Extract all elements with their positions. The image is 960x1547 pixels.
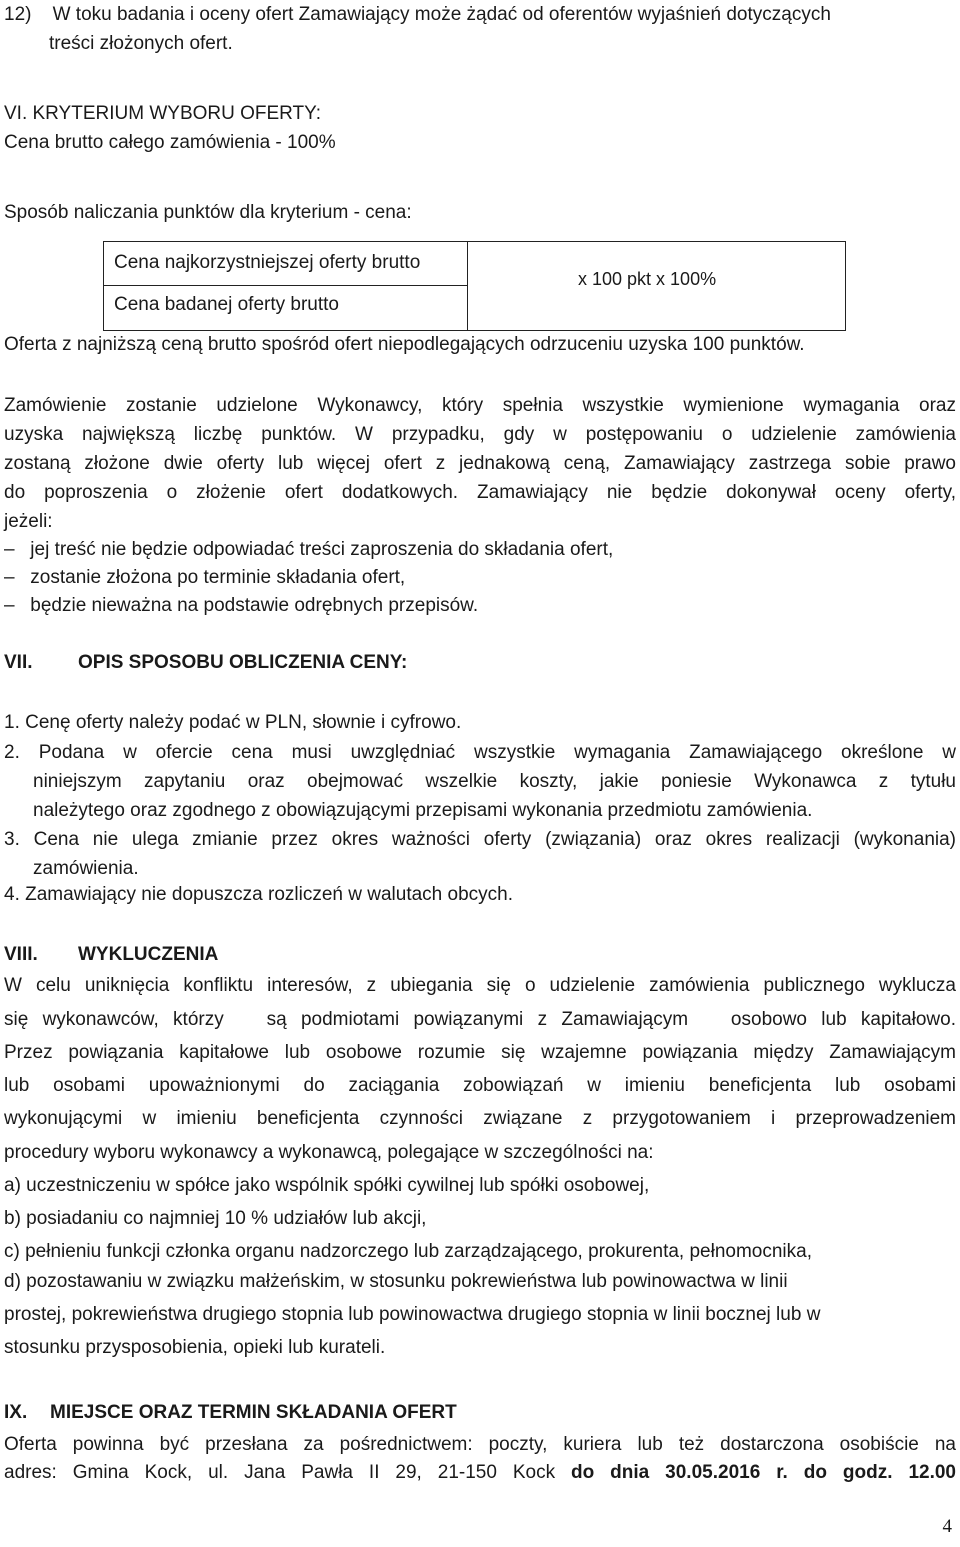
list-item: c) pełnieniu funkcji członka organu nadzorczego lub zarządzającego, prokurenta, pełnomocnika, (4, 1241, 812, 1262)
section-8-title: WYKLUCZENIA (78, 944, 219, 965)
price-rule: 1. Cenę oferty należy podać w PLN, słownie i cyfrowo. (4, 712, 462, 733)
scoring-method: Sposób naliczania punktów dla kryterium - cena: (4, 202, 412, 223)
list-item-continued: stosunku przysposobienia, opieki lub kurateli. (4, 1337, 386, 1358)
award-paragraph-line: uzyska największą liczbę punktów. W przypadku, gdy w postępowaniu o udzielenie zamówienia (4, 424, 956, 445)
lowest-price-note: Oferta z najniższą ceną brutto spośród ofert niepodlegających odrzuceniu uzyska 100 punktów. (4, 334, 805, 355)
deadline-date: do dnia 30.05.2016 r. (571, 1462, 788, 1483)
dash-bullet: – (4, 539, 15, 560)
item-12-line-1: 12) W toku badania i oceny ofert Zamawiający może żądać od oferentów wyjaśnień dotyczących (4, 4, 831, 25)
deadline-hour: do godz. 12.00 (803, 1462, 956, 1483)
price-rule-continued: niniejszym zapytaniu oraz obejmować wszelkie koszty, jakie poniesie Wykonawca z tytułu (33, 771, 956, 792)
price-rule: 4. Zamawiający nie dopuszcza rozliczeń w walutach obcych. (4, 884, 514, 905)
section-6-heading: VI. KRYTERIUM WYBORU OFERTY: (4, 103, 322, 124)
list-item: – jej treść nie będzie odpowiadać treści zaproszenia do składania ofert, (4, 539, 614, 560)
section-8-heading (4, 943, 219, 967)
formula-numerator-cell (104, 242, 468, 286)
award-paragraph-line: zostaną złożone dwie oferty lub więcej ofert z jednakową ceną, Zamawiający zastrzega sobie prawo (4, 453, 956, 474)
section-7-heading (4, 651, 408, 675)
award-paragraph-line: do poproszenia o złożenie ofert dodatkowych. Zamawiający nie będzie dokonywał oceny oferty, (4, 482, 956, 503)
list-item: b) posiadaniu co najmniej 10 % udziałów lub akcji, (4, 1208, 427, 1229)
dash-bullet: – (4, 567, 15, 588)
award-paragraph-line: Zamówienie zostanie udzielone Wykonawcy, który spełnia wszystkie wymienione wymagania oraz (4, 395, 956, 416)
section-9-number: IX. (4, 1402, 28, 1423)
formula-numerator: Cena najkorzystniejszej oferty brutto (114, 252, 421, 273)
exclusion-text: lub osobami upoważnionymi do zaciągania zobowiązań w imieniu beneficjenta lub osobami (4, 1075, 956, 1096)
award-paragraph-line: jeżeli: (4, 511, 53, 532)
submission-text: Oferta powinna być przesłana za pośrednictwem: poczty, kuriera lub też dostarczona osobiście na (4, 1434, 956, 1455)
section-7-title: OPIS SPOSOBU OBLICZENIA CENY: (78, 652, 408, 673)
dash-bullet: – (4, 595, 15, 616)
page-number: 4 (942, 1516, 952, 1537)
price-formula-box (103, 241, 846, 331)
list-item-continued: prostej, pokrewieństwa drugiego stopnia lub powinowactwa drugiego stopnia w linii bocznej lub w (4, 1304, 821, 1325)
criterion-text: Cena brutto całego zamówienia - 100% (4, 132, 336, 153)
list-item: – zostanie złożona po terminie składania ofert, (4, 567, 406, 588)
price-rule: 3. Cena nie ulega zmianie przez okres ważności oferty (związania) oraz okres realizacji (wykonania) (4, 829, 956, 850)
submission-address: adres: Gmina Kock, ul. Jana Pawła II 29, 21-150 Kock do dnia 30.05.2016 r. do godz. 12.00 (4, 1462, 956, 1483)
formula-multiplier: x 100 pkt x 100% (578, 269, 717, 289)
list-item: a) uczestniczeniu w spółce jako wspólnik spółki cywilnej lub spółki osobowej, (4, 1175, 650, 1196)
price-rule-continued: zamówienia. (33, 858, 139, 879)
section-9-heading (4, 1401, 457, 1425)
formula-denominator: Cena badanej oferty brutto (114, 294, 339, 315)
section-8-number: VIII. (4, 944, 38, 965)
exclusion-text: Przez powiązania kapitałowe lub osobowe rozumie się wzajemne powiązania między Zamawiającym (4, 1042, 956, 1063)
list-item: d) pozostawaniu w związku małżeńskim, w stosunku pokrewieństwa lub powinowactwa w linii (4, 1271, 788, 1292)
section-9-title: MIEJSCE ORAZ TERMIN SKŁADANIA OFERT (50, 1402, 457, 1423)
price-rule: 2. Podana w ofercie cena musi uwzględniać wszystkie wymagania Zamawiającego określone w (4, 742, 956, 763)
exclusion-text: procedury wyboru wykonawcy a wykonawcą, polegające w szczególności na: (4, 1142, 654, 1163)
item-12-line-2: treści złożonych ofert. (49, 33, 233, 54)
list-item: – będzie nieważna na podstawie odrębnych przepisów. (4, 595, 479, 616)
exclusion-text: wykonującymi w imieniu beneficjenta czynności związane z przygotowaniem i przeprowadzeniem (4, 1108, 956, 1129)
exclusion-text: się wykonawców, którzy są podmiotami powiązanymi z Zamawiającym osobowo lub kapitałowo. (4, 1009, 956, 1030)
price-rule-continued: należytego oraz zgodnego z obowiązującymi przepisami wykonania przedmiotu zamówienia. (33, 800, 813, 821)
exclusion-text: W celu uniknięcia konfliktu interesów, z ubiegania się o udzielenie zamówienia publicznego wyklucza (4, 975, 956, 996)
section-7-number: VII. (4, 652, 33, 673)
formula-denominator-cell (104, 286, 468, 330)
